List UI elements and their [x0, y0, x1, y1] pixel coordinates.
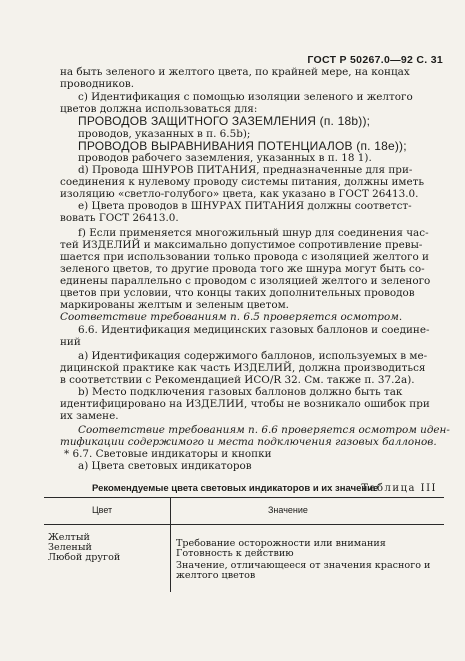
table-cell-meaning-yellow: Требование осторожности или внимания [176, 538, 386, 549]
text-line-10: соединения к нулевому проводу системы питания, должны иметь [60, 176, 425, 188]
table-cell-meaning-green: Готовность к действию [176, 548, 294, 559]
text-line-30: Соответствие требованиям п. 6.6 проверяется осмотром иден- [78, 424, 450, 436]
table-top-rule [44, 497, 444, 498]
table-cell-color-other: Любой другой [48, 552, 121, 563]
text-line-26: в соответствии с Рекомендацией ИСО/R 32. См. также п. 37.2а). [60, 374, 415, 386]
text-line-11: изоляцию «светло-голубого» цвета, как указано в ГОСТ 26413.0. [60, 188, 419, 200]
text-line-16: шается при использовании только провода с изоляцией желтого и [60, 251, 429, 263]
table-caption [0, 483, 465, 495]
text-line-4: цветов должна использоваться для: [60, 103, 258, 115]
text-line-17: зеленого цветов, то другие провода того же шнура могут быть со- [60, 263, 425, 275]
text-line-20: маркированы желтым и зеленым цветом. [60, 299, 289, 311]
text-line-24: а) Идентификация содержимого баллонов, используемых в ме- [78, 350, 428, 362]
text-line-27: b) Место подключения газовых баллонов должно быть так [78, 386, 403, 398]
table-number: Таблица III [361, 483, 437, 494]
text-line-1: на быть зеленого и желтого цвета, по крайней мере, на концах [60, 66, 410, 78]
table-cell-meaning-other: Значение, отличающееся от значения красного и [176, 560, 431, 571]
text-line-33: а) Цвета световых индикаторов [78, 460, 252, 472]
text-line-32: * 6.7. Световые индикаторы и кнопки [64, 448, 272, 460]
text-line-18: единены параллельно с проводом с изоляцией желтого и зеленого [60, 275, 431, 287]
text-line-3: с) Идентификация с помощью изоляции зеленого и желтого [78, 91, 413, 103]
text-line-9: d) Провода ШНУРОВ ПИТАНИЯ, предназначенные для при- [78, 164, 413, 176]
text-line-14: f) Если применяется многожильный шнур для соединения час- [78, 227, 429, 239]
text-line-25: дицинской практике как часть ИЗДЕЛИЙ, должна производиться [60, 362, 426, 374]
table-header-rule [44, 524, 444, 525]
text-line-6: проводов, указанных в п. 6.5b); [78, 128, 251, 140]
text-line-2: проводников. [60, 78, 135, 90]
text-line-8: проводов рабочего заземления, указанных в п. 18 1). [78, 152, 372, 164]
text-line-13: вовать ГОСТ 26413.0. [60, 212, 179, 224]
text-line-29: их замене. [60, 410, 119, 422]
text-line-5: ПРОВОДОВ ЗАЩИТНОГО ЗАЗЕМЛЕНИЯ (п. 18b)); [78, 114, 371, 128]
table-cell-color-yellow: Желтый [48, 532, 90, 543]
page-header: ГОСТ Р 50267.0—92 С. 31 [307, 54, 443, 66]
text-line-23: ний [60, 336, 81, 348]
text-line-12: е) Цвета проводов в ШНУРАХ ПИТАНИЯ должны соответст- [78, 200, 412, 212]
table-cell-meaning-other-cont: желтого цветов [176, 570, 256, 581]
text-line-22: 6.6. Идентификация медицинских газовых баллонов и соедине- [78, 324, 430, 336]
text-line-21: Соответствие требованиям п. 6.5 проверяется осмотром. [60, 311, 403, 323]
table-header-meaning: Значение [268, 505, 308, 515]
text-line-31: тификации содержимого и места подключения газовых баллонов. [60, 436, 437, 448]
text-line-19: цветов при условии, что концы таких дополнительных проводов [60, 287, 415, 299]
table-title: Рекомендуемые цвета световых индикаторов и их значение [92, 483, 379, 494]
text-line-7: ПРОВОДОВ ВЫРАВНИВАНИЯ ПОТЕНЦИАЛОВ (п. 18е)); [78, 139, 407, 153]
table-header-color: Цвет [92, 505, 113, 515]
table-column-divider [170, 497, 171, 592]
text-line-28: идентифицировано на ИЗДЕЛИИ, чтобы не возникало ошибок при [60, 398, 430, 410]
text-line-15: тей ИЗДЕЛИЙ и максимально допустимое сопротивление превы- [60, 239, 423, 251]
table-cell-color-green: Зеленый [48, 542, 92, 553]
